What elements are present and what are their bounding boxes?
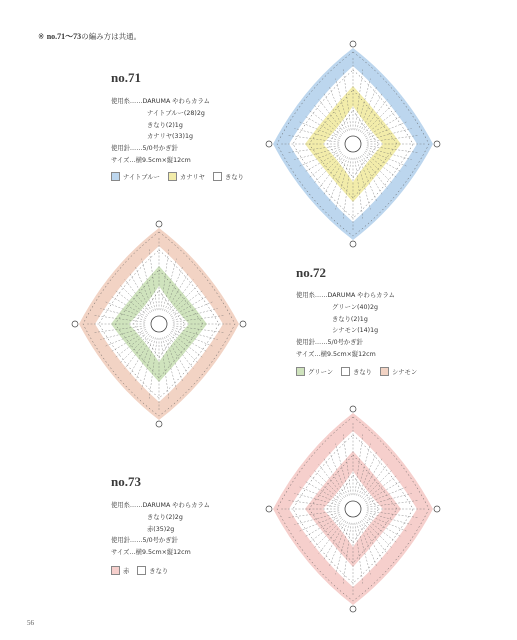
pattern-71-legend [111, 172, 244, 181]
motif-corner-picot [350, 241, 356, 247]
motif-71-diagram [262, 39, 444, 249]
yarn-label: 使用糸……DARUMA やわらカラム [111, 502, 210, 509]
motif-corner-picot [72, 321, 78, 327]
motif-72-diagram [68, 219, 250, 429]
legend-label: 赤 [123, 568, 130, 575]
pattern-71-title: no.71 [111, 70, 141, 85]
legend-swatch [341, 367, 350, 376]
legend-swatch [168, 172, 177, 181]
legend-label: きなり [149, 568, 169, 575]
legend-swatch [296, 367, 305, 376]
motif-center-ring [345, 136, 361, 152]
legend-swatch [213, 172, 222, 181]
yarn-label: 使用糸……DARUMA やわらカラム [111, 98, 210, 105]
header-note [38, 31, 141, 42]
size-label: サイズ…横9.5cm×縦12cm [296, 350, 376, 358]
motif-corner-picot [350, 41, 356, 47]
legend-label: カナリヤ [179, 174, 205, 181]
needle-label: 使用針……5/0号かぎ針 [111, 145, 178, 153]
pattern-73-spec [111, 500, 210, 559]
yarn-item: きなり(2)2g [147, 513, 183, 521]
pattern-71-spec [111, 96, 210, 167]
motif-center-ring [345, 501, 361, 517]
legend-label: きなり [224, 174, 244, 181]
motif-corner-picot [156, 221, 162, 227]
motif-center-ring [151, 316, 167, 332]
pattern-73-legend [111, 566, 168, 575]
legend-label: きなり [353, 369, 372, 376]
yarn-item: ナイトブルー(28)2g [147, 109, 205, 117]
yarn-item: カナリヤ(33)1g [147, 133, 193, 141]
page-number: 56 [27, 619, 34, 627]
needle-label: 使用針……5/0号かぎ針 [296, 339, 363, 347]
legend-label: ナイトブルー [123, 174, 160, 181]
motif-corner-picot [350, 406, 356, 412]
pattern-73-title: no.73 [111, 474, 141, 489]
size-label: サイズ…横9.5cm×縦12cm [111, 156, 191, 164]
legend-item [111, 172, 160, 181]
motif-corner-picot [266, 506, 272, 512]
motif-corner-picot [156, 421, 162, 427]
yarn-label: 使用糸……DARUMA やわらカラム [296, 292, 395, 299]
legend-item [380, 367, 417, 376]
yarn-item: 赤(35)2g [147, 525, 175, 533]
motif-corner-picot [434, 141, 440, 147]
size-label: サイズ…横9.5cm×縦12cm [111, 549, 191, 557]
legend-swatch [380, 367, 389, 376]
pattern-72-title: no.72 [296, 265, 326, 280]
legend-item [296, 367, 333, 376]
yarn-item: シナモン(14)1g [332, 327, 379, 335]
motif-corner-picot [240, 321, 246, 327]
legend-label: シナモン [391, 369, 418, 376]
note-mark: ※ [38, 32, 45, 41]
legend-item [168, 172, 205, 181]
note-text: の編み方は共通。 [81, 32, 142, 41]
legend-item [137, 566, 168, 575]
yarn-item: きなり(2)1g [332, 315, 368, 323]
yarn-item: グリーン(40)2g [332, 303, 378, 311]
motif-corner-picot [350, 606, 356, 612]
legend-item [111, 566, 129, 575]
yarn-item: きなり(2)1g [147, 121, 183, 129]
pattern-72-legend [296, 367, 417, 376]
legend-swatch [137, 566, 146, 575]
legend-item [213, 172, 244, 181]
needle-label: 使用針……5/0号かぎ針 [111, 537, 178, 545]
motif-corner-picot [266, 141, 272, 147]
legend-item [341, 367, 372, 376]
note-range: no.71～73 [46, 32, 82, 41]
legend-swatch [111, 172, 120, 181]
pattern-72-spec [296, 290, 395, 361]
legend-label: グリーン [308, 369, 334, 376]
motif-corner-picot [434, 506, 440, 512]
legend-swatch [111, 566, 120, 575]
motif-73-diagram [262, 404, 444, 614]
